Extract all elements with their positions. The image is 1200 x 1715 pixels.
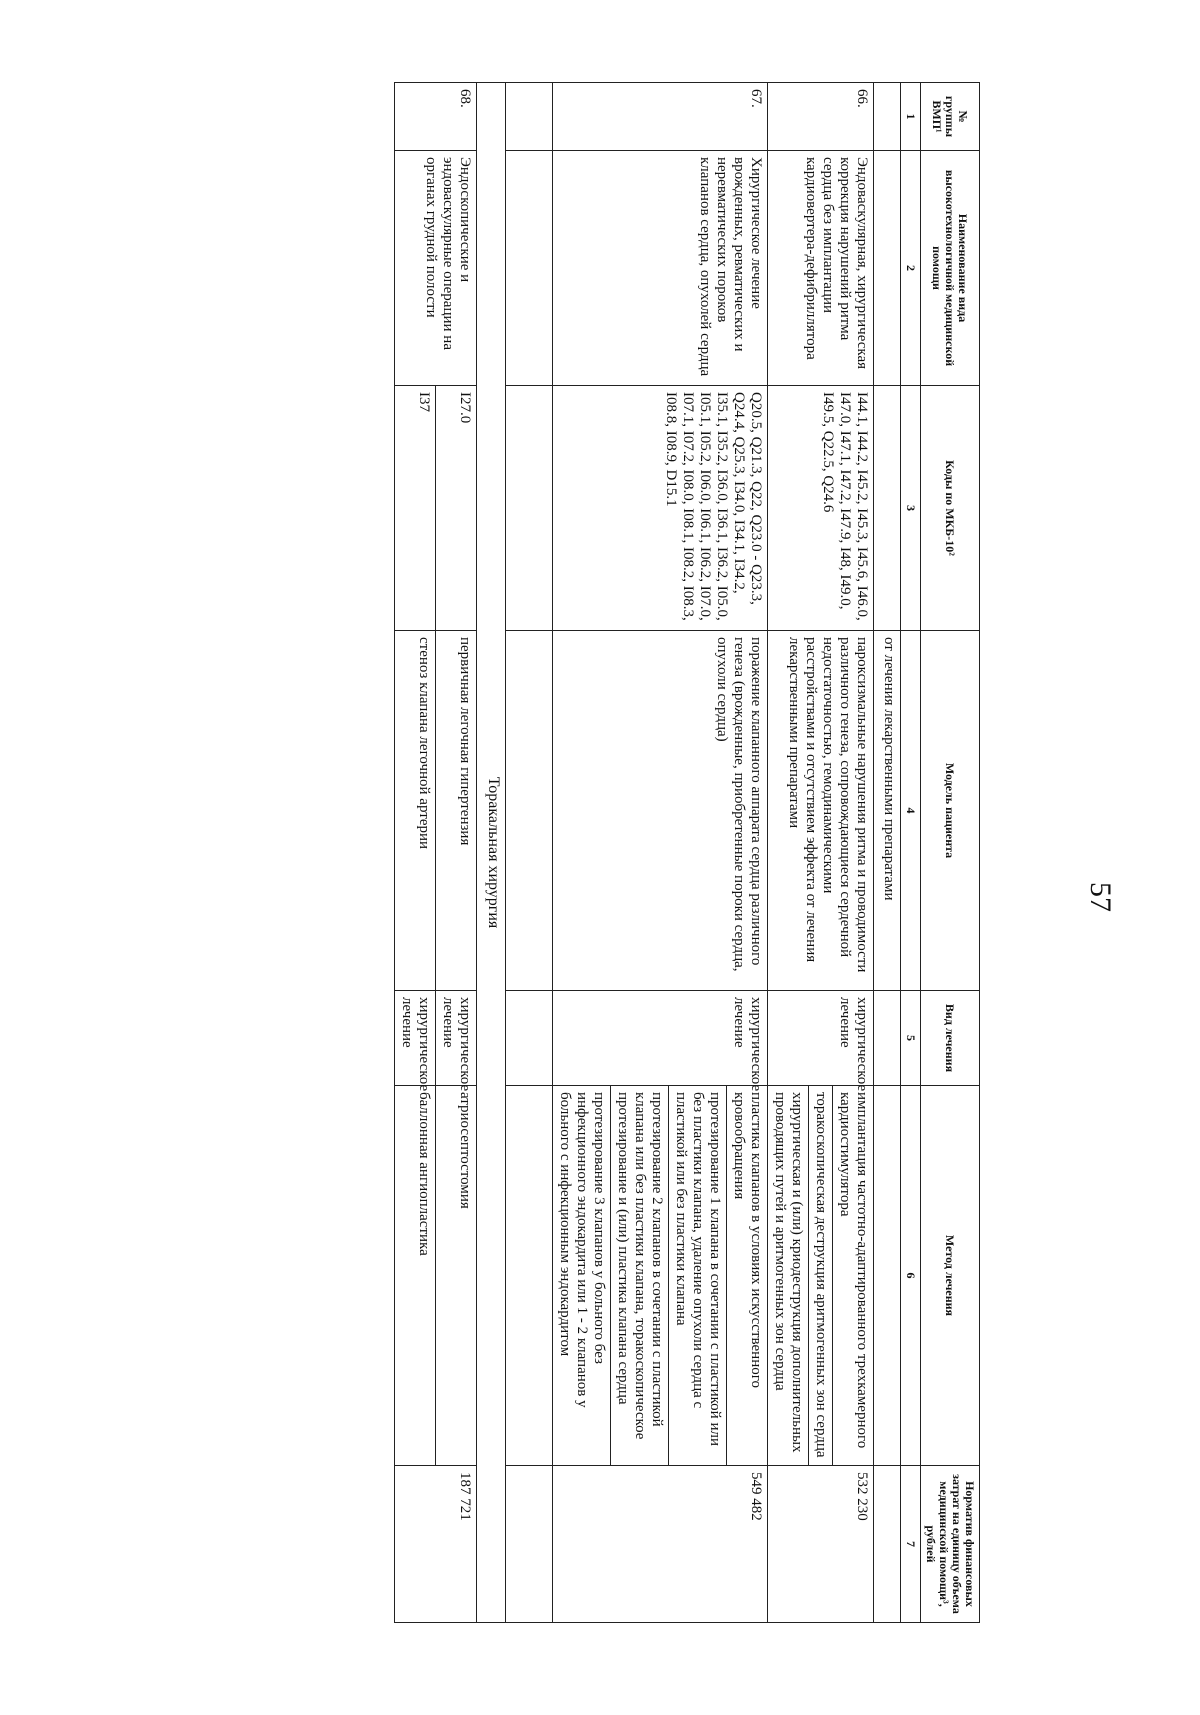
treatment-type: хирургическое лечение bbox=[395, 991, 436, 1086]
column-number: 4 bbox=[901, 631, 921, 991]
treatment-method: атриосептостомия bbox=[436, 1086, 477, 1466]
header-cost-norm: Норматив финансовых затрат на единицу объема медицинской помощи³, рублей bbox=[921, 1466, 980, 1623]
header-group-number: № группы ВМП¹ bbox=[921, 83, 980, 151]
icd-codes: I27.0 bbox=[436, 386, 477, 631]
column-number: 6 bbox=[901, 1086, 921, 1466]
icd-codes: I44.1, I44.2, I45.2, I45.3, I45.6, I46.0, I47.0, I47.1, I47.2, I47.9, I48, I49.0, I49.5, Q22.5, Q24.6 bbox=[768, 386, 874, 631]
patient-model: поражение клапанного аппарата сердца различного генеза (врожденные, приобретенные пороки сердца, опухоли сердца) bbox=[553, 631, 768, 991]
table-row-66 bbox=[833, 83, 874, 1623]
patient-model: стеноз клапана легочной артерии bbox=[395, 631, 436, 991]
treatment-method: пластика клапанов в условиях искусственного кровообращения bbox=[727, 1086, 768, 1466]
treatment-method: торакоскопическая деструкция аритмогенных зон сердца bbox=[809, 1086, 833, 1466]
cost-value: 549 482 bbox=[553, 1466, 768, 1623]
table-row-68 bbox=[436, 83, 477, 1623]
vmp-name: Эндоваскулярная, хирургическая коррекция нарушений ритма сердца без имплантации кардиовертера-дефибриллятора bbox=[768, 151, 874, 386]
group-number: 68. bbox=[395, 83, 477, 151]
treatment-method: хирургическая и (или) криодеструкция дополнительных проводящих путей и аритмогенных зон сердца bbox=[768, 1086, 809, 1466]
cost-value: 532 230 bbox=[768, 1466, 874, 1623]
treatment-method: баллонная ангиопластика bbox=[395, 1086, 436, 1466]
treatment-type: хирургическое лечение bbox=[768, 991, 874, 1086]
treatment-method: имплантация частотно-адаптированного трехкамерного кардиостимулятора bbox=[833, 1086, 874, 1466]
page-number: 57 bbox=[1084, 882, 1117, 912]
treatment-method: протезирование 3 клапанов у больного без инфекционного эндокардита или 1 - 2 клапанов у больного с инфекционным эндокардитом bbox=[553, 1086, 611, 1466]
header-vmp-name: Наименование вида высокотехнологичной медицинской помощи bbox=[921, 151, 980, 386]
treatment-type: хирургическое лечение bbox=[553, 991, 768, 1086]
carry-over-row bbox=[874, 83, 901, 1623]
blank-row bbox=[506, 83, 553, 1623]
header-treatment-type: Вид лечения bbox=[921, 991, 980, 1086]
column-number: 2 bbox=[901, 151, 921, 386]
cost-value: 187 721 bbox=[395, 1466, 477, 1623]
group-number: 67. bbox=[553, 83, 768, 151]
vmp-name: Эндоскопические и эндоваскулярные операции на органах грудной полости bbox=[395, 151, 477, 386]
icd-codes: Q20.5, Q21.3, Q22, Q23.0 - Q23.3, Q24.4, Q25.3, I34.0, I34.1, I34.2, I35.1, I35.2, I36.0, I36.1, I36.2, I05.0, I05.1, I05.2, I06.0, I06.1, I06.2, I07.0, I07.1, I07.2, I08.0, I08.1, I08.2, I08.3, I08.8, I08.9, D15.1 bbox=[553, 386, 768, 631]
treatment-method: протезирование 2 клапанов в сочетании с пластикой клапана или без пластики клапана, торакоскопическое протезирование и (или) пластика клапана сердца bbox=[611, 1086, 669, 1466]
treatment-method: протезирование 1 клапана в сочетании с пластикой или без пластики клапана, удаление опухоли сердца с пластикой или без пластики клапана bbox=[669, 1086, 727, 1466]
vmp-name: Хирургическое лечение врожденных, ревматических и неревматических пороков клапанов сердца, опухолей сердца bbox=[553, 151, 768, 386]
treatment-type: хирургическое лечение bbox=[436, 991, 477, 1086]
vmp-table bbox=[394, 82, 980, 1623]
table-row-67 bbox=[727, 83, 768, 1623]
section-title: Торакальная хирургия bbox=[477, 83, 506, 1623]
column-number: 5 bbox=[901, 991, 921, 1086]
carry-over-model: от лечения лекарственными препаратами bbox=[874, 631, 901, 991]
header-row bbox=[921, 83, 980, 1623]
header-patient-model: Модель пациента bbox=[921, 631, 980, 991]
patient-model: пароксизмальные нарушения ритма и проводимости различного генеза, сопровождающиеся сердечной недостаточностью, гемодинамическими расстройствами и отсутствием эффекта от лечения лекарственными препаратами bbox=[768, 631, 874, 991]
header-icd-codes: Коды по МКБ-10² bbox=[921, 386, 980, 631]
header-treatment-method: Метод лечения bbox=[921, 1086, 980, 1466]
column-number: 7 bbox=[901, 1466, 921, 1623]
column-number: 1 bbox=[901, 83, 921, 151]
column-numbers-row bbox=[901, 83, 921, 1623]
section-header-row bbox=[477, 83, 506, 1623]
column-number: 3 bbox=[901, 386, 921, 631]
icd-codes: I37 bbox=[395, 386, 436, 631]
group-number: 66. bbox=[768, 83, 874, 151]
rotated-table-container bbox=[80, 82, 980, 1622]
patient-model: первичная легочная гипертензия bbox=[436, 631, 477, 991]
